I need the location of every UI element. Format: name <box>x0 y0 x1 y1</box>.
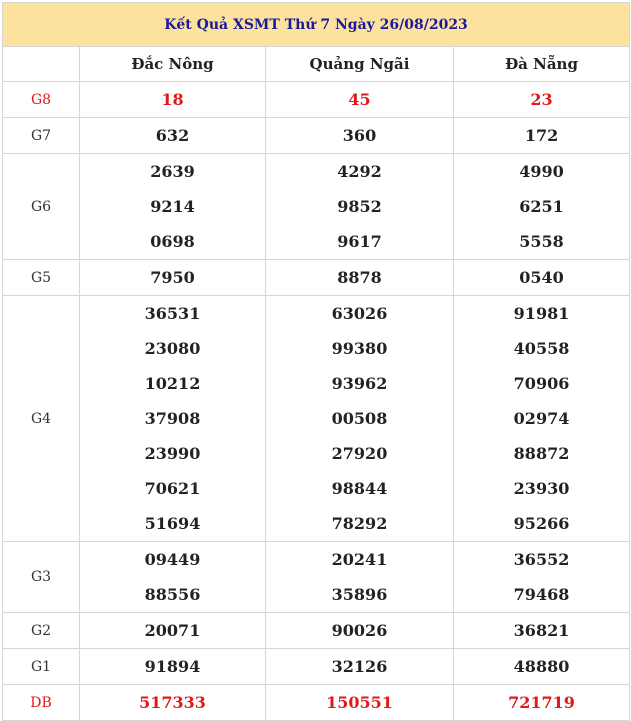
result-number: 23080 <box>144 339 201 358</box>
result-number: 48880 <box>513 657 570 676</box>
prize-row-g8 <box>3 82 630 118</box>
result-number: 9617 <box>337 232 382 251</box>
result-number: 02974 <box>513 409 570 428</box>
prize-row-g5 <box>3 260 630 296</box>
result-number: 70621 <box>144 479 201 498</box>
prize-row-g3 <box>3 542 630 613</box>
prize-label: G7 <box>3 118 80 154</box>
result-number: 51694 <box>144 514 201 533</box>
result-number: 360 <box>342 126 377 145</box>
result-number: 91894 <box>144 657 201 676</box>
result-number: 36552 <box>513 550 570 569</box>
result-number: 20071 <box>144 621 201 640</box>
prize-label: G8 <box>3 82 80 118</box>
result-number: 632 <box>155 126 190 145</box>
province-header: Quảng Ngãi <box>266 47 454 82</box>
result-number: 78292 <box>331 514 388 533</box>
result-number: 4990 <box>519 162 564 181</box>
result-cell <box>266 154 454 260</box>
prize-label: G5 <box>3 260 80 296</box>
lottery-results-table <box>2 2 630 721</box>
result-cell <box>454 118 630 154</box>
prize-label: G2 <box>3 613 80 649</box>
result-number: 90026 <box>331 621 388 640</box>
result-number: 36531 <box>144 304 201 323</box>
result-number: 517333 <box>139 693 206 712</box>
prize-row-g1 <box>3 649 630 685</box>
province-header: Đà Nẵng <box>454 47 630 82</box>
result-number: 36821 <box>513 621 570 640</box>
result-cell <box>454 296 630 542</box>
prize-row-db <box>3 685 630 721</box>
result-cell <box>266 118 454 154</box>
prize-label: G3 <box>3 542 80 613</box>
result-number: 63026 <box>331 304 388 323</box>
result-cell <box>454 154 630 260</box>
prize-row-g6 <box>3 154 630 260</box>
result-cell <box>80 118 266 154</box>
result-number: 10212 <box>144 374 201 393</box>
result-number: 45 <box>348 90 371 109</box>
result-cell <box>80 542 266 613</box>
result-cell <box>454 260 630 296</box>
result-number: 20241 <box>331 550 388 569</box>
result-cell <box>266 82 454 118</box>
result-number: 23930 <box>513 479 570 498</box>
result-number: 09449 <box>144 550 201 569</box>
prize-row-g7 <box>3 118 630 154</box>
result-number: 98844 <box>331 479 388 498</box>
result-number: 93962 <box>331 374 388 393</box>
result-number: 91981 <box>513 304 570 323</box>
result-number: 27920 <box>331 444 388 463</box>
result-number: 23990 <box>144 444 201 463</box>
result-number: 88872 <box>513 444 570 463</box>
result-number: 37908 <box>144 409 201 428</box>
prize-label: G4 <box>3 296 80 542</box>
result-number: 9852 <box>337 197 382 216</box>
result-number: 9214 <box>150 197 195 216</box>
prize-label: DB <box>3 685 80 721</box>
result-cell <box>80 613 266 649</box>
prize-label: G6 <box>3 154 80 260</box>
province-header: Đắc Nông <box>80 47 266 82</box>
result-number: 70906 <box>513 374 570 393</box>
result-cell <box>454 685 630 721</box>
result-number: 721719 <box>508 693 575 712</box>
results-table-wrapper <box>2 2 629 721</box>
result-number: 18 <box>161 90 184 109</box>
result-cell <box>80 260 266 296</box>
result-number: 0540 <box>519 268 564 287</box>
result-number: 40558 <box>513 339 570 358</box>
result-cell <box>80 649 266 685</box>
result-cell <box>266 685 454 721</box>
prize-row-g2 <box>3 613 630 649</box>
result-number: 6251 <box>519 197 564 216</box>
prize-label: G1 <box>3 649 80 685</box>
result-cell <box>454 82 630 118</box>
result-cell <box>80 685 266 721</box>
result-number: 0698 <box>150 232 195 251</box>
result-number: 4292 <box>337 162 382 181</box>
result-cell <box>266 296 454 542</box>
result-number: 88556 <box>144 585 201 604</box>
result-number: 95266 <box>513 514 570 533</box>
result-number: 172 <box>524 126 559 145</box>
result-number: 00508 <box>331 409 388 428</box>
results-title: Kết Quả XSMT Thứ 7 Ngày 26/08/2023 <box>3 3 630 47</box>
result-number: 32126 <box>331 657 388 676</box>
result-cell <box>80 154 266 260</box>
result-number: 35896 <box>331 585 388 604</box>
result-cell <box>80 82 266 118</box>
result-cell <box>266 613 454 649</box>
result-cell <box>80 296 266 542</box>
result-cell <box>454 542 630 613</box>
result-number: 150551 <box>326 693 393 712</box>
result-cell <box>454 613 630 649</box>
prize-header-cell <box>3 47 80 82</box>
result-number: 79468 <box>513 585 570 604</box>
prize-row-g4 <box>3 296 630 542</box>
result-number: 7950 <box>150 268 195 287</box>
result-number: 99380 <box>331 339 388 358</box>
result-number: 2639 <box>150 162 195 181</box>
result-cell <box>266 542 454 613</box>
result-cell <box>266 260 454 296</box>
result-number: 5558 <box>519 232 564 251</box>
result-number: 23 <box>530 90 553 109</box>
result-number: 8878 <box>337 268 382 287</box>
prize-rows <box>3 82 630 721</box>
result-cell <box>266 649 454 685</box>
province-header-row <box>3 47 630 82</box>
result-cell <box>454 649 630 685</box>
